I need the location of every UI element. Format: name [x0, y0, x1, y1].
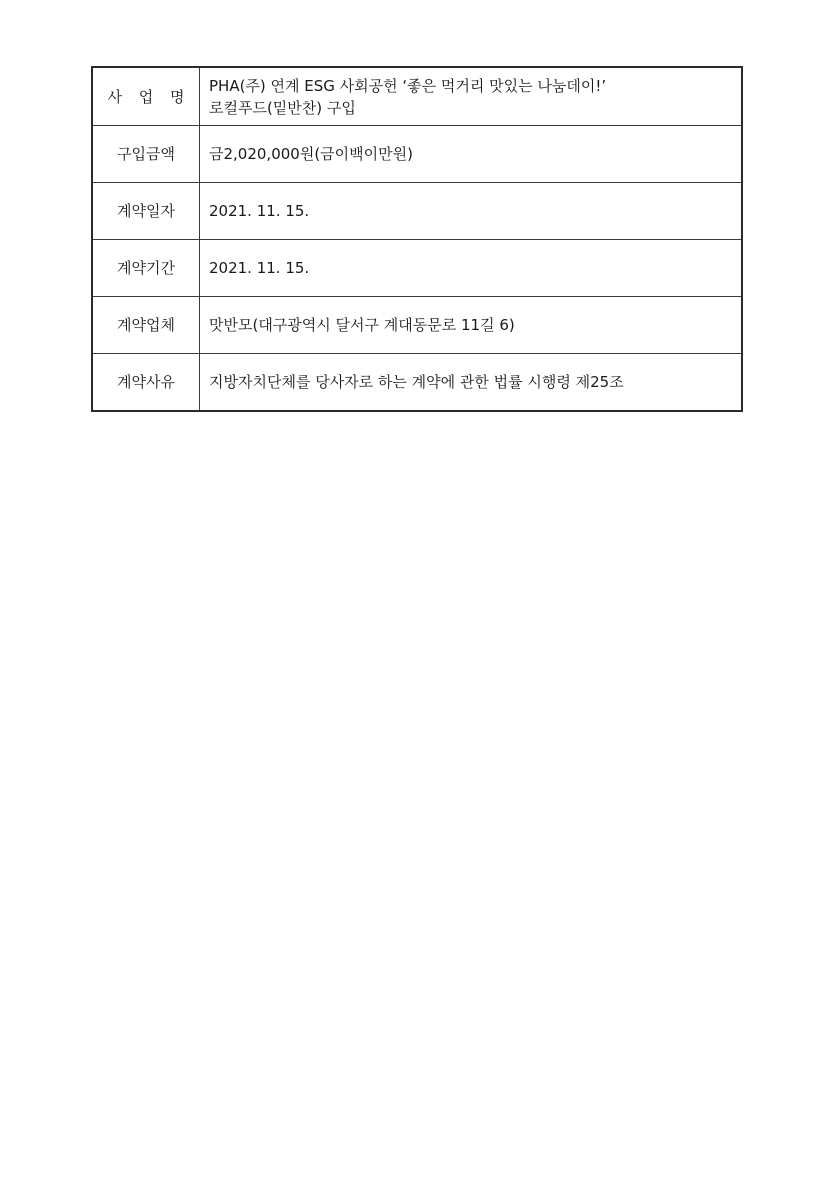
table-row-contract-reason [92, 354, 742, 412]
table-row-contract-period [92, 240, 742, 297]
table-row-project-name [92, 67, 742, 126]
label-project-name-text: 사 업 명 [107, 87, 191, 106]
value-project-name [200, 67, 743, 126]
value-contract-reason: 지방자치단체를 당사자로 하는 계약에 관한 법률 시행령 제25조 [200, 354, 743, 412]
contract-info-table [91, 66, 743, 412]
label-contractor: 계약업체 [92, 297, 200, 354]
label-project-name [92, 67, 200, 126]
label-contract-date: 계약일자 [92, 183, 200, 240]
table-row-contract-date [92, 183, 742, 240]
label-purchase-amount: 구입금액 [92, 126, 200, 183]
table-row-purchase-amount [92, 126, 742, 183]
label-contract-reason: 계약사유 [92, 354, 200, 412]
value-contractor: 맛반모(대구광역시 달서구 계대동문로 11길 6) [200, 297, 743, 354]
value-project-name-line-1: PHA(주) 연계 ESG 사회공헌 ‘좋은 먹거리 맛있는 나눔데이!’ [209, 76, 607, 95]
value-project-name-line-2: 로컬푸드(밑반찬) 구입 [209, 98, 356, 117]
value-purchase-amount: 금2,020,000원(금이백이만원) [200, 126, 743, 183]
value-contract-date: 2021. 11. 15. [200, 183, 743, 240]
value-contract-period: 2021. 11. 15. [200, 240, 743, 297]
table-row-contractor [92, 297, 742, 354]
label-contract-period: 계약기간 [92, 240, 200, 297]
